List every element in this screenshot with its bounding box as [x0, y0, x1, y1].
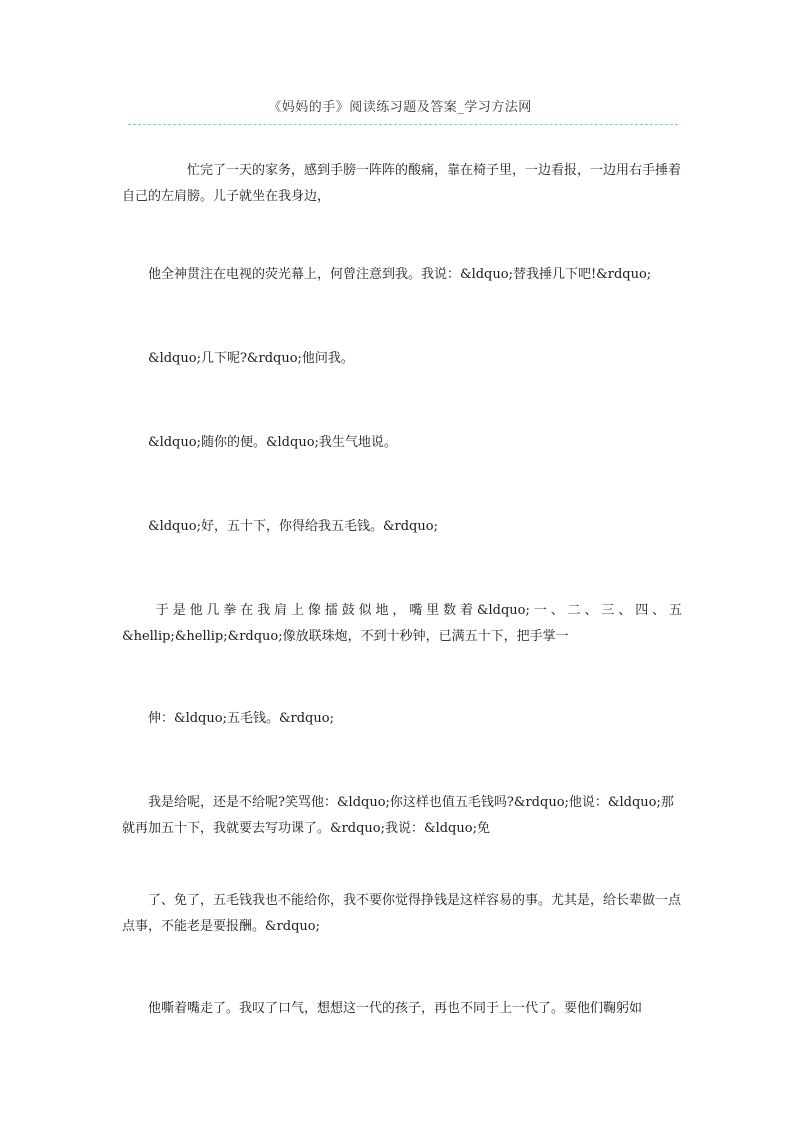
paragraph-10: 他嘶着嘴走了。我叹了口气，想想这一代的孩子，再也不同于上一代了。要他们鞠躬如 [122, 1001, 643, 1016]
title-divider [128, 124, 678, 125]
page-title: 《妈妈的手》阅读练习题及答案_学习方法网 [268, 100, 532, 115]
paragraph-5: &ldquo;好，五十下，你得给我五毛钱。&rdquo; [122, 519, 438, 534]
paragraph-6-line-2: &hellip;&hellip;&rdquo;像放联珠炮，不到十秒钟，已满五十下，把手掌一 [122, 629, 569, 644]
paragraph-8: 我是给呢，还是不给呢?笑骂他：&ldquo;你这样也值五毛钱吗?&rdquo;他说：&ldquo;那就再加五十下，我就要去写功课了。&rdquo;我说：&ldquo;免 [122, 795, 674, 836]
paragraph-4: &ldquo;随你的便。&ldquo;我生气地说。 [122, 435, 397, 450]
paragraph-6-line-1: 于是他几拳在我肩上像擂鼓似地，嘴里数着&ldquo;一、二、三、四、五 [122, 603, 682, 618]
paragraph-7: 伸：&ldquo;五毛钱。&rdquo; [122, 711, 334, 726]
paragraph-9: 了、免了，五毛钱我也不能给你，我不要你觉得挣钱是这样容易的事。尤其是，给长辈做一点点事，不能老是要报酬。&rdquo; [122, 893, 682, 934]
paragraph-2: 他全神贯注在电视的荧光幕上，何曾注意到我。我说：&ldquo;替我捶几下吧!&rdquo; [122, 267, 652, 282]
paragraph-3: &ldquo;几下呢?&rdquo;他问我。 [122, 351, 354, 366]
paragraph-1: 忙完了一天的家务，感到手膀一阵阵的酸痛，靠在椅子里，一边看报，一边用右手捶着自己的左肩膀。儿子就坐在我身边， [122, 163, 682, 204]
